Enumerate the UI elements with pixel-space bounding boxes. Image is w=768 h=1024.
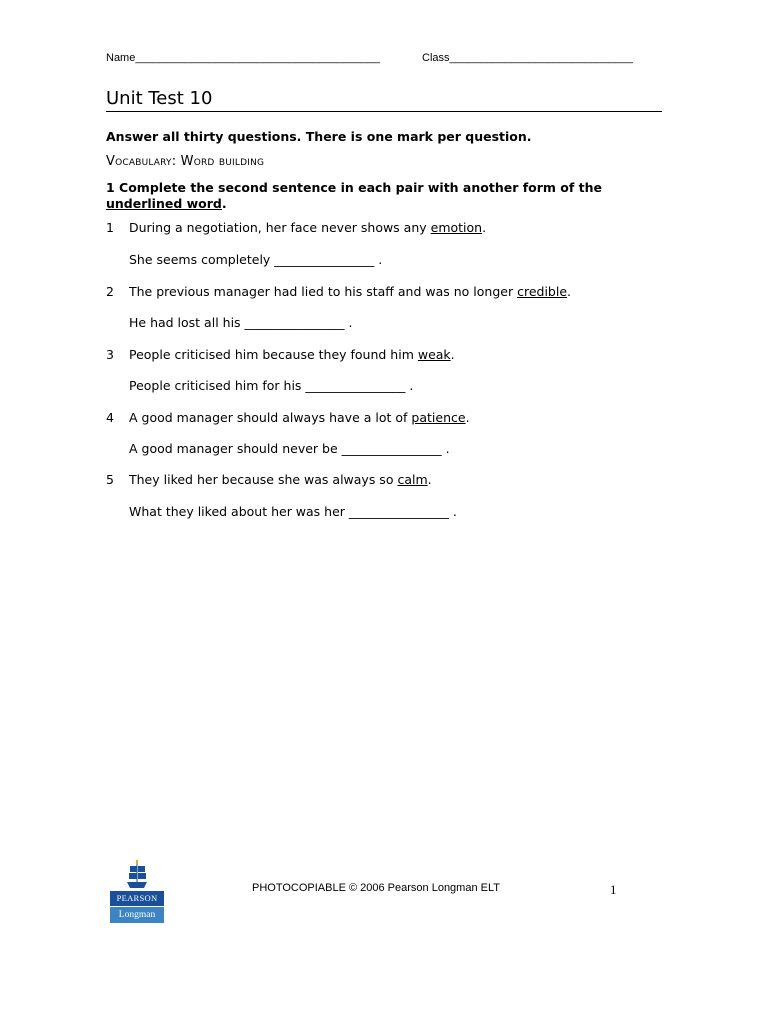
- question-number: 4: [106, 410, 114, 425]
- ship-icon: [126, 860, 148, 890]
- question-text: A good manager should always have a lot of: [129, 410, 412, 425]
- question-number: 5: [106, 472, 114, 487]
- question-end: .: [427, 472, 432, 487]
- question-end: .: [465, 410, 470, 425]
- page-title: Unit Test 10: [106, 88, 662, 112]
- pearson-longman-logo: [110, 860, 164, 923]
- question-text: They liked her because she was always so: [129, 472, 398, 487]
- question-1: [106, 220, 486, 235]
- answer-1: She seems completely ________________ .: [129, 252, 383, 267]
- key-word: emotion: [430, 220, 483, 235]
- section-heading: Vocabulary: Word building: [106, 154, 265, 169]
- answer-2: He had lost all his ________________ .: [129, 315, 353, 330]
- question-end: .: [482, 220, 487, 235]
- key-word: weak: [417, 347, 451, 362]
- question-number: 1: [106, 220, 114, 235]
- question-text: During a negotiation, her face never shows any: [129, 220, 431, 235]
- question-end: .: [567, 284, 571, 299]
- question-text: The previous manager had lied to his staff and was no longer: [129, 284, 518, 299]
- answer-3: People criticised him for his ________________ .: [129, 378, 414, 393]
- instructions: Answer all thirty questions. There is one mark per question.: [106, 129, 532, 144]
- question-end: .: [450, 347, 455, 362]
- question-3: [106, 347, 455, 362]
- key-word: patience: [411, 410, 466, 425]
- key-word: credible: [517, 284, 568, 299]
- class-field-label: Class______________________________: [422, 52, 634, 64]
- question-number: 2: [106, 284, 114, 299]
- name-field-label: Name________________________________________: [106, 52, 381, 64]
- task-instruction: [106, 180, 651, 212]
- logo-longman-text: Longman: [110, 907, 164, 923]
- task-suffix: .: [221, 196, 227, 211]
- task-underlined: underlined word: [106, 196, 222, 211]
- question-4: [106, 410, 470, 425]
- question-text: People criticised him because they found him: [129, 347, 418, 362]
- key-word: calm: [397, 472, 428, 487]
- question-number: 3: [106, 347, 114, 362]
- logo-pearson-text: PEARSON: [110, 891, 164, 906]
- answer-4: A good manager should never be ________________ .: [129, 441, 450, 456]
- task-prefix: 1 Complete the second sentence in each pair with another form of the: [106, 180, 603, 195]
- question-5: [106, 472, 432, 487]
- footer-copyright: PHOTOCOPIABLE © 2006 Pearson Longman ELT: [252, 882, 500, 894]
- question-2: [106, 284, 571, 299]
- answer-5: What they liked about her was her ________________ .: [129, 504, 457, 519]
- page-number: 1: [610, 882, 617, 897]
